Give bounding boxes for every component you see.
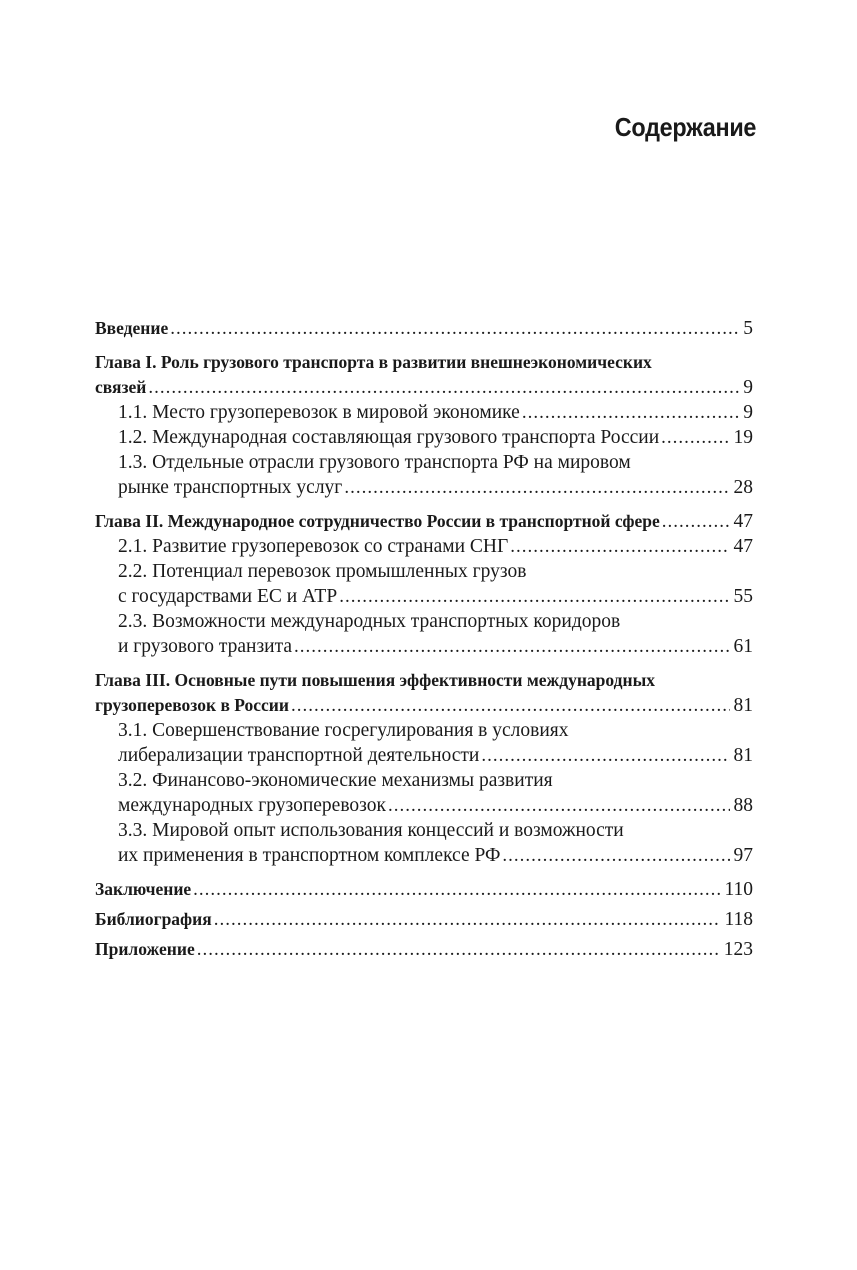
toc-page-number: 9	[743, 402, 753, 423]
toc-label: Введение	[95, 316, 168, 341]
toc-page-number: 88	[733, 795, 753, 816]
toc-page-number: 110	[724, 879, 753, 900]
leader-dots	[481, 743, 729, 768]
toc-entry-chapter-3	[95, 693, 753, 718]
toc-entry-2-2-line1	[95, 559, 753, 584]
leader-dots	[388, 793, 730, 818]
toc-label: грузоперевозок в России	[95, 693, 289, 718]
toc-entry-chapter-1	[95, 375, 753, 400]
toc-page-number: 47	[733, 511, 753, 532]
toc-entry-3-1-line1	[95, 718, 753, 743]
toc-label: либерализации транспортной деятельности	[118, 745, 480, 766]
toc-entry-2-3-line1	[95, 609, 753, 634]
toc-label: Приложение	[95, 937, 195, 962]
toc-entry-chapter-1-line1	[95, 350, 753, 375]
toc-label: международных грузоперевозок	[118, 795, 386, 816]
leader-dots	[661, 425, 729, 450]
toc-entry-3-1	[95, 743, 753, 768]
toc-label: с государствами ЕС и АТР	[118, 586, 338, 607]
toc-entry-2-3	[95, 634, 753, 659]
toc-page-number: 47	[733, 536, 753, 557]
toc-entry-intro	[95, 316, 753, 341]
table-of-contents	[95, 316, 753, 962]
leader-dots	[502, 843, 729, 868]
toc-label: и грузового транзита	[118, 636, 293, 657]
toc-entry-chapter-2	[95, 509, 753, 534]
toc-label: 3.3. Мировой опыт использования концессий и возможности	[118, 820, 624, 841]
toc-label: Глава III. Основные пути повышения эффективности международных	[95, 668, 655, 693]
leader-dots	[510, 534, 729, 559]
toc-page-number: 123	[723, 939, 753, 960]
toc-label: 2.1. Развитие грузоперевозок со странами СНГ	[118, 536, 509, 557]
toc-page-number: 61	[733, 636, 753, 657]
toc-label: 3.1. Совершенствование госрегулирования в условиях	[118, 720, 569, 741]
toc-entry-3-3	[95, 843, 753, 868]
toc-entry-1-3-line1	[95, 450, 753, 475]
toc-label: 2.2. Потенциал перевозок промышленных грузов	[118, 561, 527, 582]
leader-dots	[214, 907, 721, 932]
toc-label: 1.1. Место грузоперевозок в мировой экономике	[118, 402, 520, 423]
toc-label: 3.2. Финансово-экономические механизмы развития	[118, 770, 553, 791]
toc-page-number: 81	[733, 745, 753, 766]
toc-entry-bibliography	[95, 907, 753, 932]
toc-label: рынке транспортных услуг	[118, 477, 343, 498]
toc-entry-chapter-3-line1	[95, 668, 753, 693]
toc-label: Заключение	[95, 877, 191, 902]
toc-label: 1.2. Международная составляющая грузового транспорта России	[118, 427, 660, 448]
toc-entry-3-2	[95, 793, 753, 818]
toc-label: Библиография	[95, 907, 212, 932]
toc-page-number: 118	[724, 909, 753, 930]
leader-dots	[170, 316, 739, 341]
toc-label: их применения в транспортном комплексе РФ	[118, 845, 501, 866]
toc-page-number: 81	[733, 695, 753, 716]
leader-dots	[339, 584, 729, 609]
page-title: Содержание	[614, 112, 756, 142]
toc-label: связей	[95, 375, 146, 400]
leader-dots	[197, 937, 720, 962]
toc-entry-1-2	[95, 425, 753, 450]
toc-entry-appendix	[95, 937, 753, 962]
toc-label: Глава I. Роль грузового транспорта в развитии внешнеэкономических	[95, 350, 652, 375]
toc-page-number: 55	[733, 586, 753, 607]
leader-dots	[294, 634, 729, 659]
toc-page-number: 9	[743, 377, 753, 398]
leader-dots	[662, 509, 730, 534]
toc-entry-1-1	[95, 400, 753, 425]
toc-page-number: 5	[743, 318, 753, 339]
toc-entry-2-1	[95, 534, 753, 559]
toc-label: 2.3. Возможности международных транспортных коридоров	[118, 611, 621, 632]
toc-entry-3-3-line1	[95, 818, 753, 843]
toc-entry-3-2-line1	[95, 768, 753, 793]
leader-dots	[193, 877, 720, 902]
leader-dots	[291, 693, 730, 718]
toc-page-number: 97	[733, 845, 753, 866]
leader-dots	[344, 475, 729, 500]
toc-entry-conclusion	[95, 877, 753, 902]
toc-label: Глава II. Международное сотрудничество России в транспортной сфере	[95, 509, 660, 534]
toc-entry-1-3	[95, 475, 753, 500]
leader-dots	[148, 375, 739, 400]
leader-dots	[522, 400, 739, 425]
toc-entry-2-2	[95, 584, 753, 609]
toc-page-number: 28	[733, 477, 753, 498]
toc-label: 1.3. Отдельные отрасли грузового транспорта РФ на мировом	[118, 452, 631, 473]
toc-page-number: 19	[733, 427, 753, 448]
